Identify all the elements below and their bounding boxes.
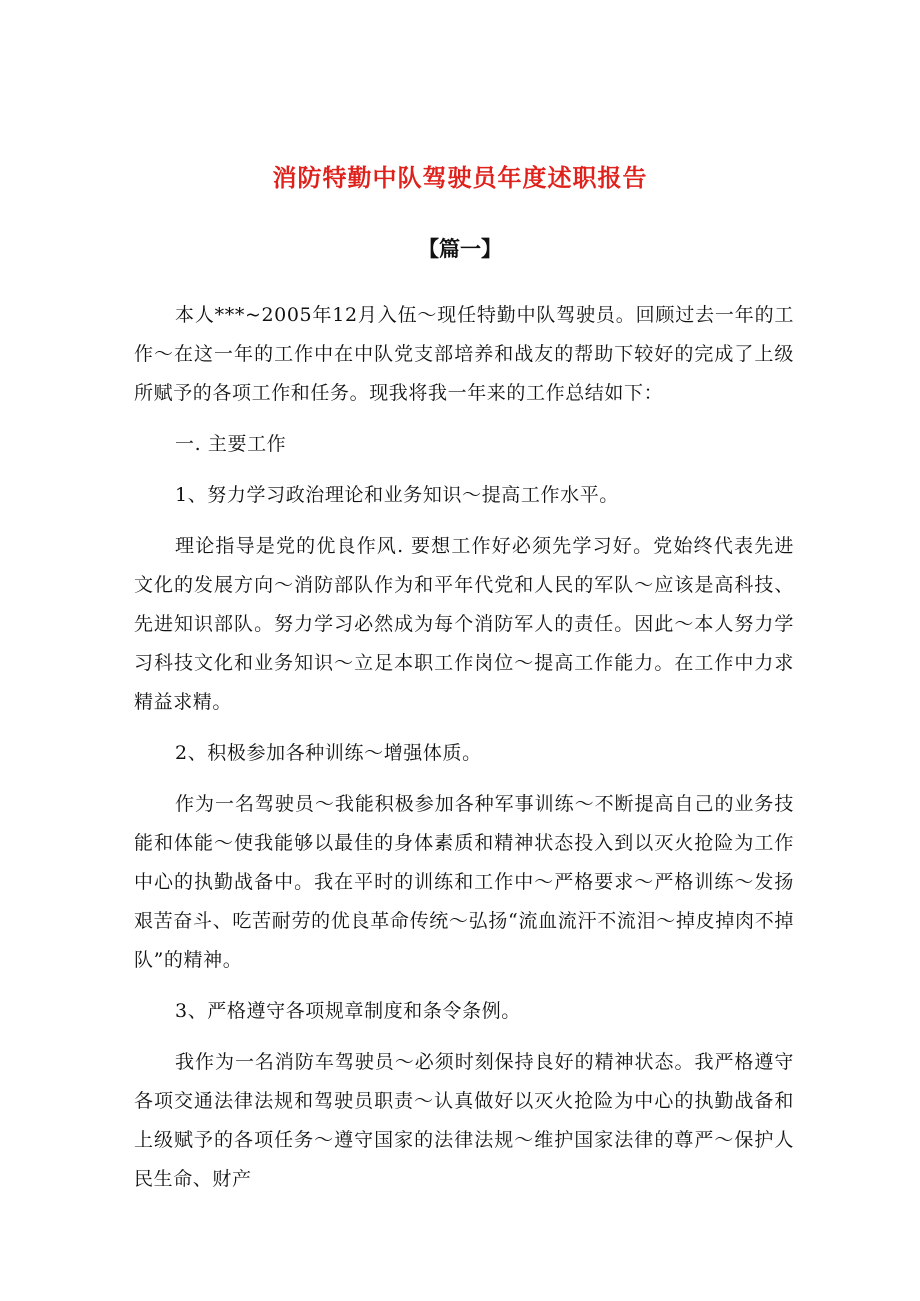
subsection-heading: 2、积极参加各种训练～增强体质。 <box>175 742 482 764</box>
paragraph: 我作为一名消防车驾驶员～必须时刻保持良好的精神状态。我严格遵守各项交通法律法规和驾驶员职责～认真做好以灭火抢险为中心的执勤战备和上级赋予的各项任务～遵守国家的法律法规～维护国家法律的尊严～保护人民生命、财产 <box>134 1051 794 1190</box>
subsection-heading: 3、严格遵守各项规章制度和条令条例。 <box>175 1000 521 1022</box>
paragraph: 本人***~2005年12月入伍～现任特勤中队驾驶员。回顾过去一年的工作～在这一年的工作中在中队党支部培养和战友的帮助下较好的完成了上级所赋予的各项工作和任务。现我将我一年来的工作总结如下： <box>134 304 794 404</box>
section-label: 【篇一】 <box>418 236 502 261</box>
paragraph: 理论指导是党的优良作风. 要想工作好必须先学习好。党始终代表先进文化的发展方向～消防部队作为和平年代党和人民的军队～应该是高科技、先进知识部队。努力学习必然成为每个消防军人的责任。因此～本人努力学习科技文化和业务知识～立足本职工作岗位～提高工作能力。在工作中力求精益求精。 <box>134 535 794 713</box>
document-title: 消防特勤中队驾驶员年度述职报告 <box>272 164 648 192</box>
paragraph: 作为一名驾驶员～我能积极参加各种军事训练～不断提高自己的业务技能和体能～使我能够以最佳的身体素质和精神状态投入到以灭火抢险为工作中心的执勤战备中。我在平时的训练和工作中～严格要求～严格训练～发扬艰苦奋斗、吃苦耐劳的优良革命传统～弘扬“流血流汗不流泪～掉皮掉肉不掉队”的精神。 <box>134 793 794 971</box>
subsection-heading: 1、努力学习政治理论和业务知识～提高工作水平。 <box>175 484 619 506</box>
section-heading: 一. 主要工作 <box>175 433 287 455</box>
document-body <box>134 296 794 1199</box>
